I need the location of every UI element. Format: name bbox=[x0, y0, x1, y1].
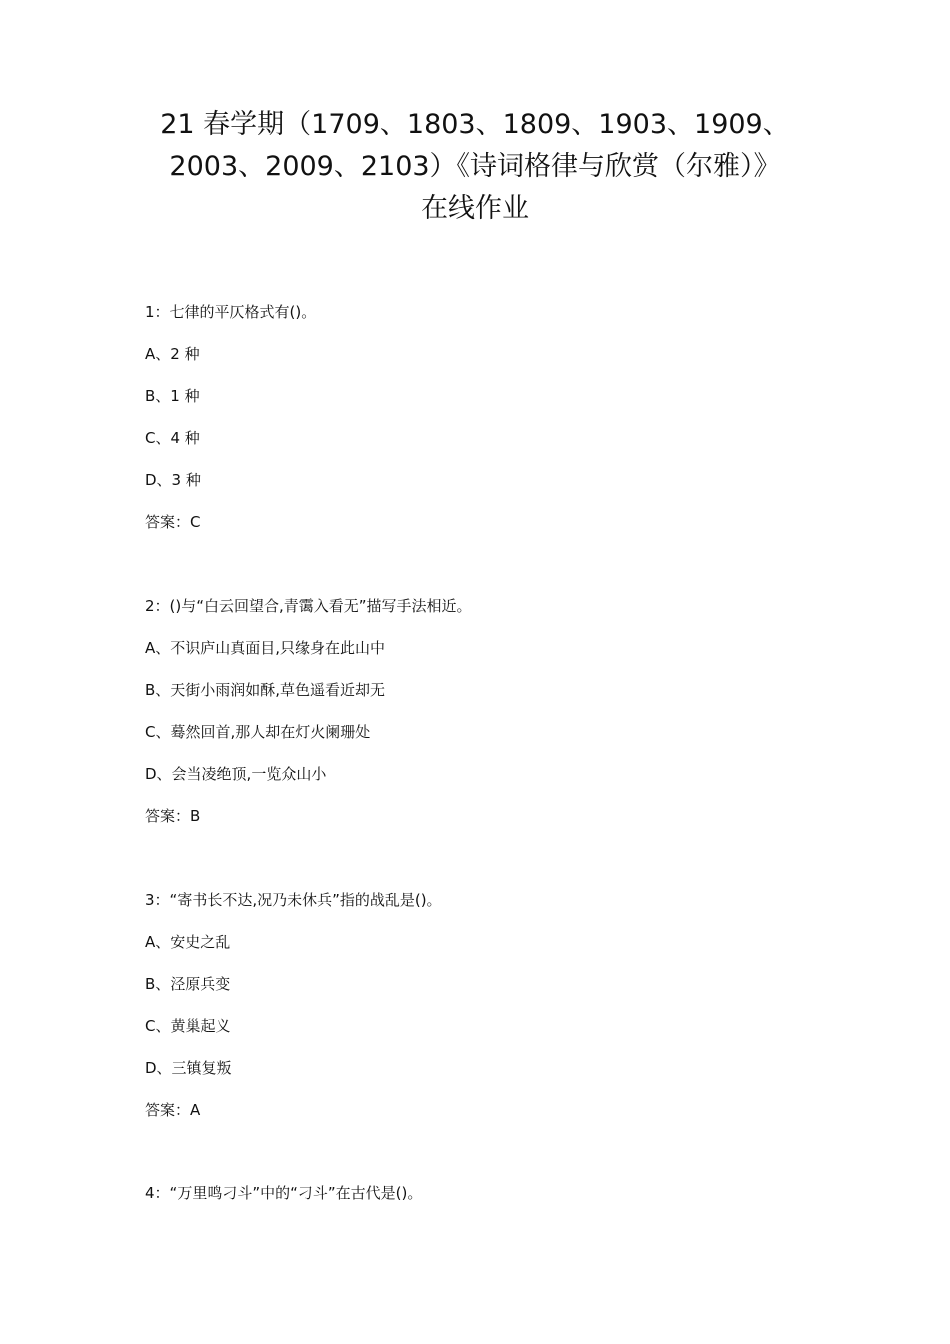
option-b: B、1 种 bbox=[145, 387, 200, 405]
option-b: B、天街小雨润如酥,草色遥看近却无 bbox=[145, 681, 386, 699]
title-line-1: 21 春学期（1709、1803、1809、1903、1909、 bbox=[160, 109, 790, 140]
option-b: B、泾原兵变 bbox=[145, 975, 231, 993]
option-c: C、4 种 bbox=[145, 429, 200, 447]
question-3 bbox=[145, 890, 845, 1120]
title-line-3: 在线作业 bbox=[421, 193, 529, 224]
question-1 bbox=[145, 302, 845, 532]
option-d: D、3 种 bbox=[145, 471, 201, 489]
option-d: D、三镇复叛 bbox=[145, 1059, 232, 1077]
question-4 bbox=[145, 1183, 845, 1203]
title-line-2: 2003、2009、2103）《诗词格律与欣赏（尔雅）》 bbox=[169, 151, 781, 182]
option-c: C、黄巢起义 bbox=[145, 1017, 231, 1035]
question-text: 1：七律的平仄格式有()。 bbox=[145, 303, 317, 321]
question-text: 2：()与“白云回望合,青霭入看无”描写手法相近。 bbox=[145, 597, 472, 615]
document-title bbox=[60, 104, 890, 230]
option-a: A、不识庐山真面目,只缘身在此山中 bbox=[145, 639, 386, 657]
option-a: A、安史之乱 bbox=[145, 933, 231, 951]
option-a: A、2 种 bbox=[145, 345, 200, 363]
answer: 答案：B bbox=[145, 807, 201, 825]
answer: 答案：C bbox=[145, 513, 201, 531]
question-text: 4：“万里鸣刁斗”中的“刁斗”在古代是()。 bbox=[145, 1184, 423, 1202]
question-2 bbox=[145, 596, 845, 826]
answer: 答案：A bbox=[145, 1101, 201, 1119]
option-c: C、蓦然回首,那人却在灯火阑珊处 bbox=[145, 723, 371, 741]
option-d: D、会当凌绝顶,一览众山小 bbox=[145, 765, 327, 783]
question-text: 3：“寄书长不达,况乃未休兵”指的战乱是()。 bbox=[145, 891, 442, 909]
